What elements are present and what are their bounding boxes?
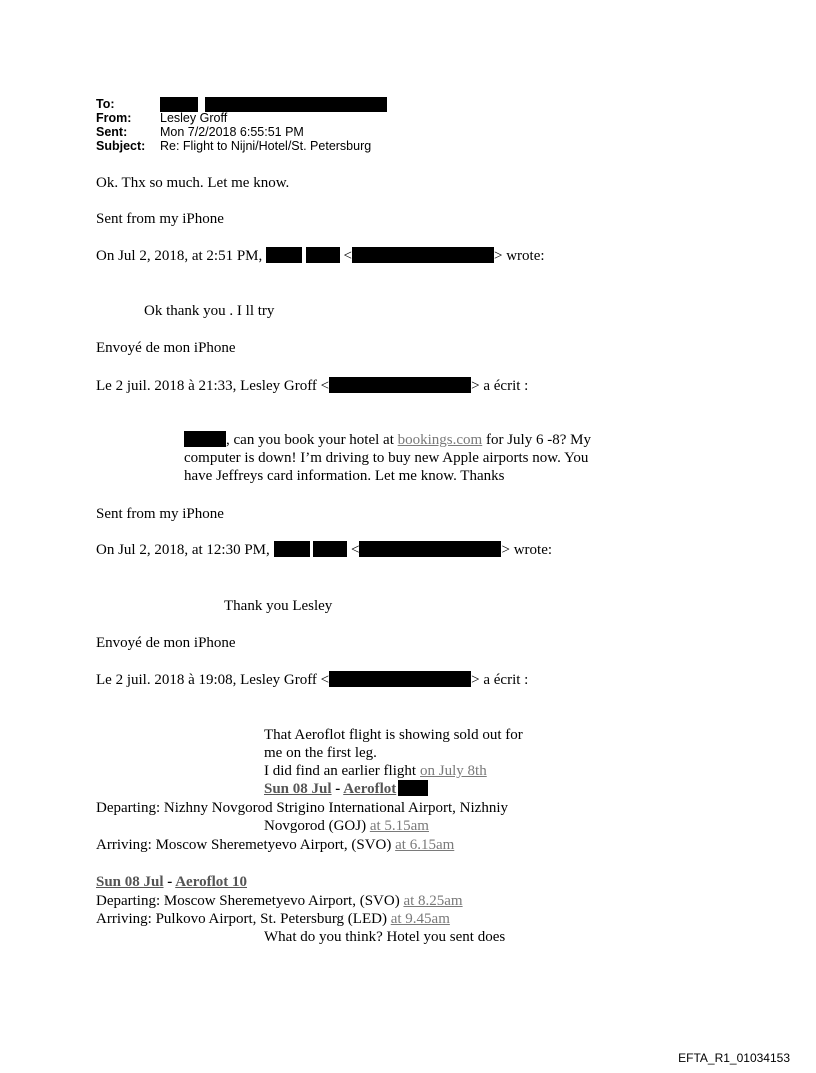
- message-text: I did find an earlier flight: [264, 763, 417, 779]
- redacted-email: [352, 247, 494, 263]
- signature: Sent from my iPhone: [96, 211, 224, 227]
- message-line: That Aeroflot flight is showing sold out for: [264, 727, 523, 743]
- redacted-name: [313, 541, 347, 557]
- sent-value: Mon 7/2/2018 6:55:51 PM: [160, 125, 304, 139]
- redacted-email: [329, 377, 471, 393]
- sent-label: Sent:: [96, 125, 128, 139]
- time-link[interactable]: at 5.15am: [369, 818, 429, 834]
- message-paragraph: [184, 431, 591, 485]
- signature: Sent from my iPhone: [96, 506, 224, 522]
- message-text: Thank you Lesley: [224, 598, 333, 614]
- flight1-arriving: [96, 836, 454, 854]
- flight2-departing: [96, 892, 463, 910]
- flight1-title: [264, 780, 428, 798]
- quote-header-wrote: > a écrit :: [471, 672, 529, 688]
- redacted-email: [329, 671, 471, 687]
- flight1-departing-cont: [264, 817, 429, 835]
- signature: Envoyé de mon iPhone: [96, 340, 236, 356]
- redacted-email: [359, 541, 501, 557]
- redacted-to-name: [160, 97, 198, 112]
- time-link[interactable]: at 6.15am: [395, 837, 455, 853]
- redacted-name: [184, 431, 226, 447]
- airport-text: Arriving: Pulkovo Airport, St. Petersburg (LED): [96, 911, 387, 927]
- redacted-flight-number: [398, 780, 428, 796]
- from-label: From:: [96, 111, 132, 125]
- quote-header-wrote: > wrote:: [493, 248, 545, 264]
- redacted-name: [306, 247, 340, 263]
- flight1-separator: -: [331, 781, 344, 797]
- time-link[interactable]: at 9.45am: [390, 911, 450, 927]
- quote-header: [96, 377, 528, 395]
- message-line: computer is down! I’m driving to buy new Apple airports now. You: [184, 450, 589, 466]
- flight2-arriving: [96, 910, 450, 928]
- redacted-to-address: [205, 97, 387, 112]
- from-value: Lesley Groff: [160, 111, 228, 125]
- quote-header: [96, 541, 552, 559]
- message-text: Ok thank you . I ll try: [144, 303, 275, 319]
- message-line: [184, 431, 591, 449]
- flight2-date-link[interactable]: Sun 08 Jul: [96, 874, 164, 890]
- flight1-departing: Departing: Nizhny Novgorod Strigino International Airport, Nizhniy: [96, 800, 509, 816]
- message-line: me on the first leg.: [264, 745, 377, 761]
- flight1-date-link[interactable]: Sun 08 Jul: [264, 781, 332, 797]
- to-value: [160, 97, 387, 112]
- message-line: have Jeffreys card information. Let me know. Thanks: [184, 468, 505, 484]
- quote-header-text: Le 2 juil. 2018 à 21:33, Lesley Groff <: [96, 378, 330, 394]
- redacted-name: [274, 541, 310, 557]
- document-id: EFTA_R1_01034153: [678, 1051, 790, 1065]
- message-text: for July 6 -8? My: [485, 432, 591, 448]
- flight1-airline-link[interactable]: Aeroflot: [343, 781, 397, 797]
- date-link[interactable]: on July 8th: [420, 763, 487, 779]
- quote-header-text: On Jul 2, 2018, at 2:51 PM,: [96, 248, 263, 264]
- quote-header-lt: <: [343, 248, 352, 264]
- subject-label: Subject:: [96, 139, 146, 153]
- quote-header-wrote: > a écrit :: [471, 378, 529, 394]
- time-link[interactable]: at 8.25am: [403, 893, 463, 909]
- airport-text: Arriving: Moscow Sheremetyevo Airport, (SVO): [96, 837, 392, 853]
- flight2-title: [96, 873, 247, 891]
- message-line: What do you think? Hotel you sent does: [264, 929, 506, 945]
- quote-header: [96, 247, 545, 265]
- quote-header-lt: <: [351, 542, 360, 558]
- to-label: To:: [96, 97, 115, 111]
- signature: Envoyé de mon iPhone: [96, 635, 236, 651]
- quote-header-text: Le 2 juil. 2018 à 19:08, Lesley Groff <: [96, 672, 330, 688]
- flight2-airline-link[interactable]: Aeroflot 10: [175, 874, 248, 890]
- redacted-name: [266, 247, 302, 263]
- airport-text: Novgorod (GOJ): [264, 818, 367, 834]
- reply-text: Ok. Thx so much. Let me know.: [96, 175, 290, 191]
- quote-header-text: On Jul 2, 2018, at 12:30 PM,: [96, 542, 270, 558]
- bookings-link[interactable]: bookings.com: [397, 432, 483, 448]
- message-line: [264, 762, 487, 780]
- airport-text: Departing: Moscow Sheremetyevo Airport, (SVO): [96, 893, 400, 909]
- message-text: , can you book your hotel at: [226, 432, 394, 448]
- quote-header-wrote: > wrote:: [501, 542, 553, 558]
- subject-value: Re: Flight to Nijni/Hotel/St. Petersburg: [160, 139, 372, 153]
- quote-header: [96, 671, 528, 689]
- flight2-separator: -: [163, 874, 176, 890]
